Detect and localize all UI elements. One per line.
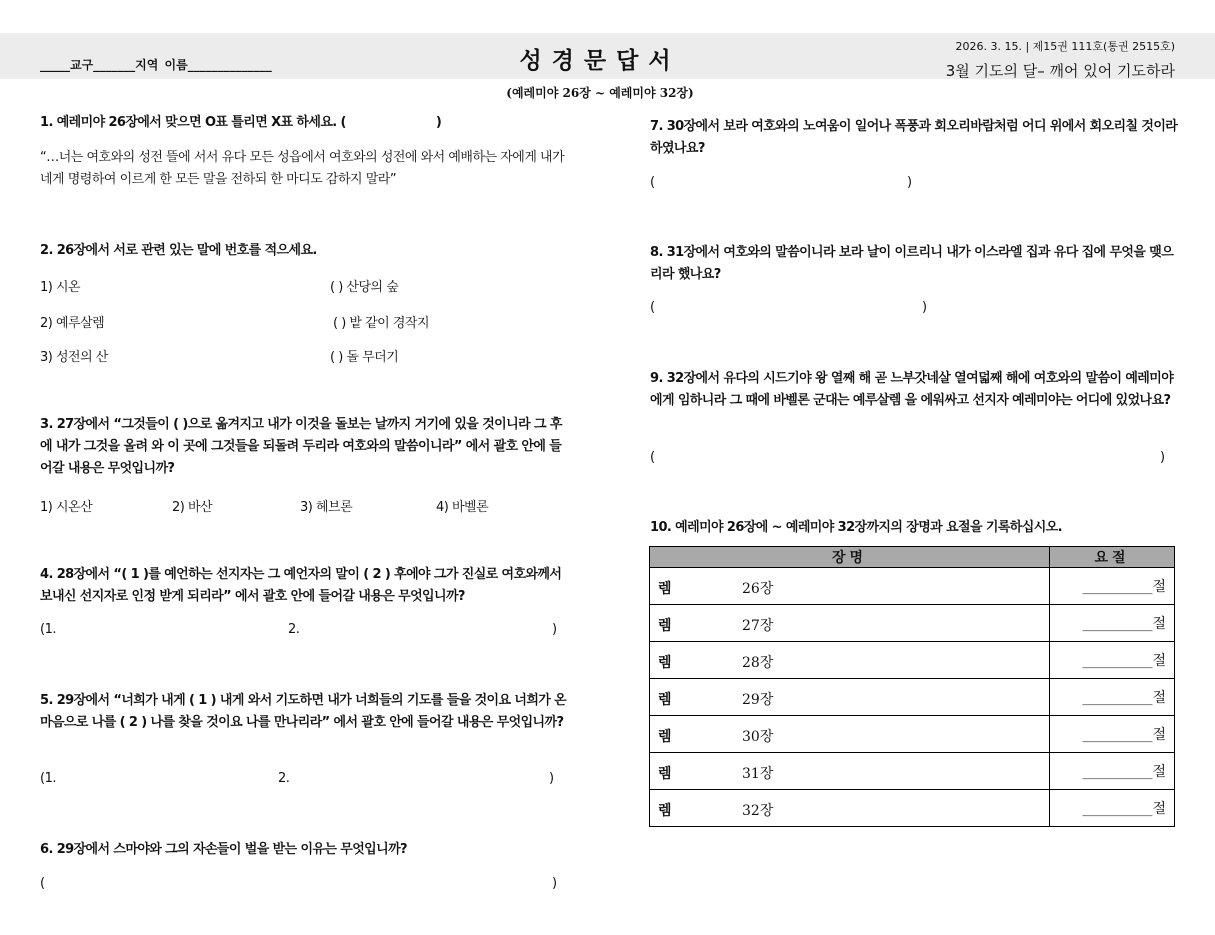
table-row bbox=[650, 642, 1175, 679]
verse-cell[interactable]: __________절 bbox=[1050, 716, 1175, 753]
chapter-number: 28장 bbox=[742, 655, 774, 671]
book-prefix: 렘 bbox=[658, 581, 672, 597]
answer-1-open[interactable]: (1. bbox=[40, 771, 56, 786]
book-prefix: 렘 bbox=[658, 803, 672, 819]
question-3: 3. 27장에서 “그것들이 ( )으로 옮겨지고 내가 이것을 돌보는 날까지 거기에 있을 것이니라 그 후에 내가 그것을 올려 와 이 곳에 그것들을 되돌려 두리라 여호와의 말씀이니라” 에서 괄호 안에 들어갈 내용은 무엇입니까? bbox=[40, 417, 562, 476]
question-1 bbox=[40, 112, 570, 134]
option-3[interactable]: 3) 헤브론 bbox=[300, 500, 353, 515]
chapter-cell bbox=[650, 790, 1050, 827]
answer-open[interactable]: ( bbox=[40, 876, 45, 891]
question-8: 8. 31장에서 여호와의 말씀이니라 보라 날이 이르리니 내가 이스라엘 집과 유다 집에 무엇을 맺으리라 했나요? bbox=[650, 245, 1174, 282]
answer-open[interactable]: ( bbox=[650, 300, 655, 315]
chapter-number: 26장 bbox=[742, 581, 774, 597]
name-fields: _____교구_______지역 이름______________ bbox=[40, 58, 272, 72]
table-row bbox=[650, 790, 1175, 827]
question-6: 6. 29장에서 스마야와 그의 자손들이 벌을 받는 이유는 무엇입니까? bbox=[40, 842, 407, 857]
answer-open[interactable]: ( bbox=[650, 450, 655, 465]
column-header-verse: 요절 bbox=[1050, 547, 1175, 568]
option-2[interactable]: 2) 바산 bbox=[172, 500, 213, 515]
book-prefix: 렘 bbox=[658, 766, 672, 782]
chapter-cell bbox=[650, 605, 1050, 642]
answer-close: ) bbox=[922, 300, 927, 315]
book-prefix: 렘 bbox=[658, 618, 672, 634]
verse-cell[interactable]: __________절 bbox=[1050, 790, 1175, 827]
verse-cell[interactable]: __________절 bbox=[1050, 753, 1175, 790]
answer-close: ) bbox=[552, 876, 557, 891]
chapter-number: 30장 bbox=[742, 729, 774, 745]
answer-close: ) bbox=[1160, 450, 1165, 465]
question-4: 4. 28장에서 “( 1 )를 예언하는 선지자는 그 예언자의 말이 ( 2 ) 후에야 그가 진실로 여호와께서 보내신 선지자로 인정 받게 되리라” 에서 괄호 안에 들어갈 내용은 무엇입니까? bbox=[40, 567, 562, 604]
answer-close: ) bbox=[549, 771, 554, 786]
chapter-cell bbox=[650, 753, 1050, 790]
table-row bbox=[650, 568, 1175, 605]
answer-open[interactable]: ( bbox=[650, 175, 655, 190]
answer-1-open[interactable]: (1. bbox=[40, 622, 56, 637]
verse-cell[interactable]: __________절 bbox=[1050, 679, 1175, 716]
chapter-number: 29장 bbox=[742, 692, 774, 708]
chapter-cell bbox=[650, 716, 1050, 753]
table-row bbox=[650, 679, 1175, 716]
paren-close: ) bbox=[435, 115, 442, 130]
answer-2-label[interactable]: 2. bbox=[288, 622, 300, 637]
match-right-2[interactable]: ( ) 밭 같이 경작지 bbox=[333, 316, 430, 331]
table-row bbox=[650, 716, 1175, 753]
book-prefix: 렘 bbox=[658, 692, 672, 708]
table-row bbox=[650, 605, 1175, 642]
column-header-chapter: 장명 bbox=[650, 547, 1050, 568]
question-1-quote: “…너는 여호와의 성전 뜰에 서서 유다 모든 성읍에서 여호와의 성전에 와서 예배하는 자에게 내가 네게 명령하여 이르게 한 모든 말을 전하되 한 마디도 감하지 말라” bbox=[40, 150, 565, 187]
question-10: 10. 예레미야 26장에 ~ 예레미야 32장까지의 장명과 요절을 기록하십시오. bbox=[650, 520, 1062, 535]
match-left-3: 3) 성전의 산 bbox=[40, 350, 108, 365]
match-left-2: 2) 예루살렘 bbox=[40, 316, 105, 331]
scripture-range: (예레미야 26장 ~ 예레미야 32장) bbox=[506, 86, 694, 100]
table-row bbox=[650, 753, 1175, 790]
book-prefix: 렘 bbox=[658, 729, 672, 745]
answer-2-label[interactable]: 2. bbox=[278, 771, 290, 786]
chapter-cell bbox=[650, 642, 1050, 679]
page-title: 성경문답서 bbox=[519, 47, 681, 74]
match-right-1[interactable]: ( ) 산당의 숲 bbox=[330, 280, 399, 295]
question-9: 9. 32장에서 유다의 시드기야 왕 열째 해 곧 느부갓네살 열여덟째 해에 여호와의 말씀이 예레미야에게 임하니라 그 때에 바벨론 군대는 예루살렘 을 에워싸고 선지자 예레미야는 어디에 있었나요? bbox=[650, 371, 1174, 408]
issue-info: 2026. 3. 15. | 제15권 111호(통권 2515호) bbox=[955, 40, 1175, 53]
chapter-cell bbox=[650, 679, 1050, 716]
question-7: 7. 30장에서 보라 여호와의 노여움이 일어나 폭풍과 회오리바람처럼 어디 위에서 회오리칠 것이라 하였나요? bbox=[650, 119, 1178, 156]
verse-cell[interactable]: __________절 bbox=[1050, 605, 1175, 642]
question-1-text: 1. 예레미야 26장에서 맞으면 O표 틀리면 X표 하세요. ( bbox=[40, 115, 346, 130]
question-2: 2. 26장에서 서로 관련 있는 말에 번호를 적으세요. bbox=[40, 243, 317, 258]
option-4[interactable]: 4) 바벨론 bbox=[436, 500, 489, 515]
answer-close: ) bbox=[552, 622, 557, 637]
table-header-row bbox=[650, 547, 1175, 568]
answer-close: ) bbox=[907, 175, 912, 190]
verse-cell[interactable]: __________절 bbox=[1050, 568, 1175, 605]
verse-cell[interactable]: __________절 bbox=[1050, 642, 1175, 679]
chapter-verse-table bbox=[649, 546, 1175, 827]
match-left-1: 1) 시온 bbox=[40, 280, 81, 295]
match-right-3[interactable]: ( ) 돌 무더기 bbox=[330, 350, 399, 365]
chapter-cell bbox=[650, 568, 1050, 605]
question-5: 5. 29장에서 “너희가 내게 ( 1 ) 내게 와서 기도하면 내가 너희들의 기도를 들을 것이요 너희가 온 마음으로 나를 ( 2 ) 나를 찾을 것이요 나를 만나리라” 에서 괄호 안에 들어갈 내용은 무엇입니까? bbox=[40, 693, 567, 730]
chapter-number: 31장 bbox=[742, 766, 774, 782]
monthly-theme: 3월 기도의 달– 깨어 있어 기도하라 bbox=[945, 62, 1175, 80]
option-1[interactable]: 1) 시온산 bbox=[40, 500, 93, 515]
chapter-number: 32장 bbox=[742, 803, 774, 819]
chapter-number: 27장 bbox=[742, 618, 774, 634]
book-prefix: 렘 bbox=[658, 655, 672, 671]
